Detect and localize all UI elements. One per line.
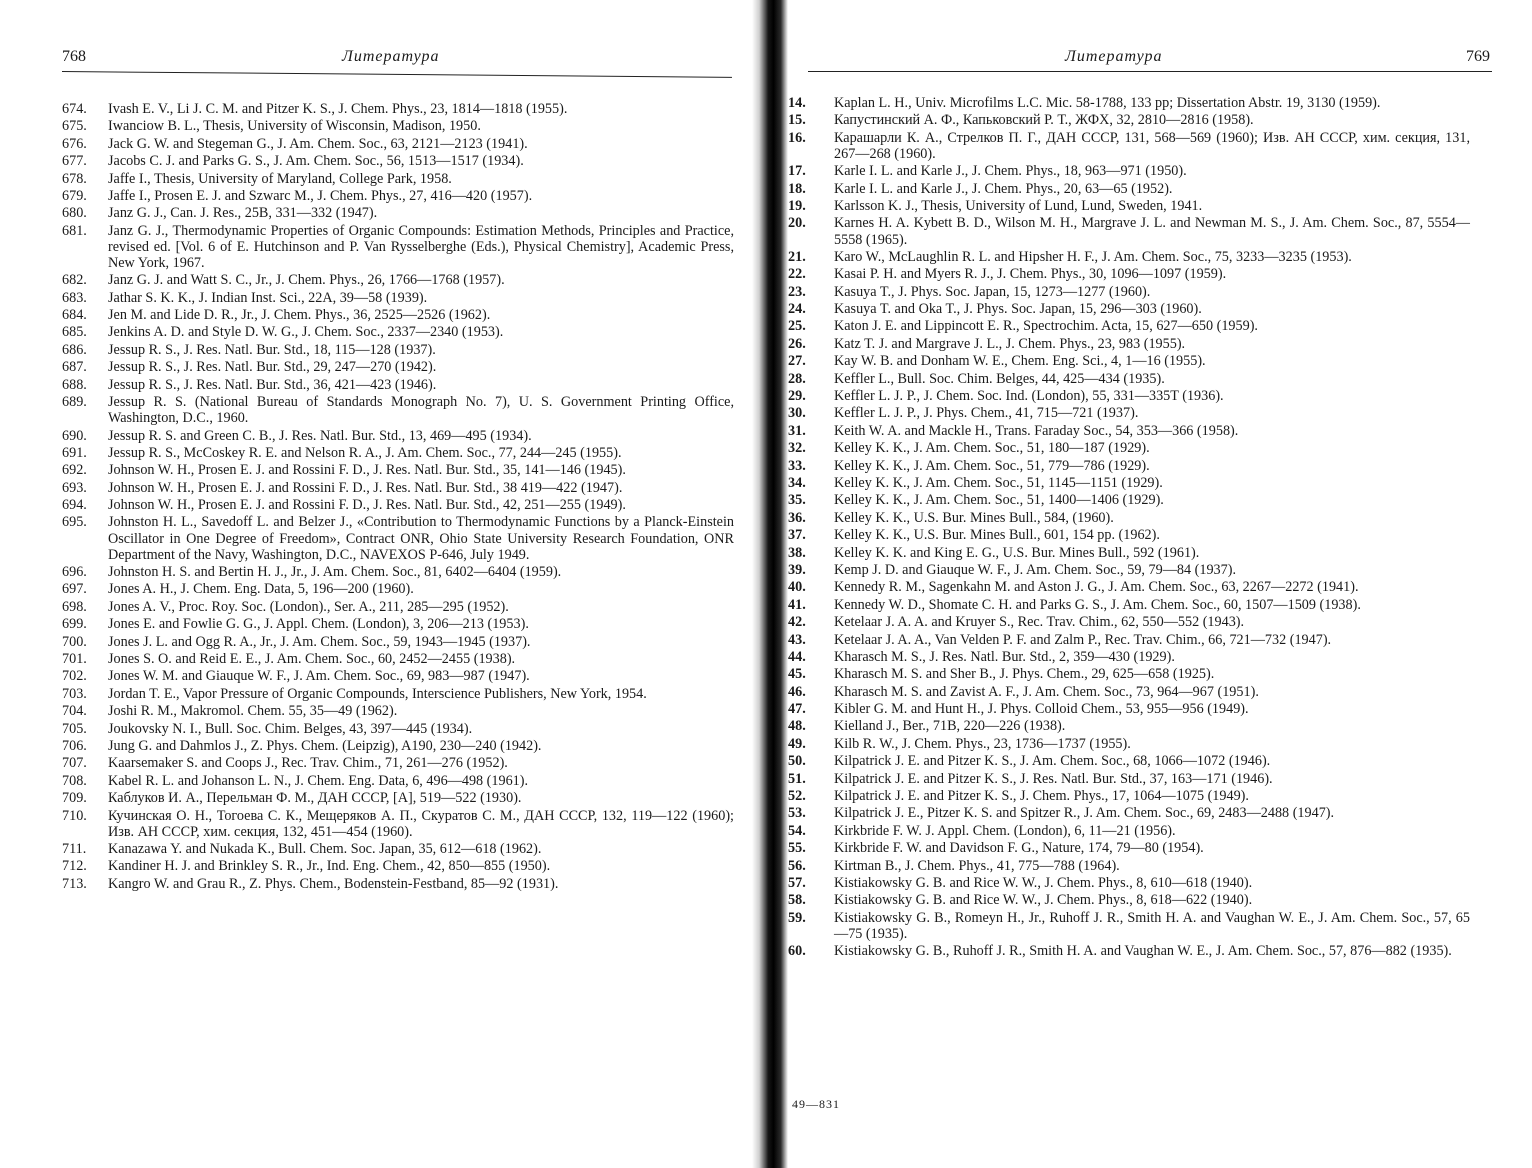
- reference-text: Kelley K. K., U.S. Bur. Mines Bull., 601, 154 pp. (1962).: [834, 527, 1160, 544]
- reference-number: 693.: [62, 479, 87, 496]
- reference-entry: [788, 910, 1470, 942]
- reference-number: 38.: [788, 544, 806, 561]
- reference-number: 52.: [788, 788, 806, 805]
- reference-text: Jack G. W. and Stegeman G., J. Am. Chem. Soc., 63, 2121—2123 (1941).: [108, 135, 528, 152]
- reference-number: 676.: [62, 135, 87, 152]
- reference-text: Karle I. L. and Karle J., J. Chem. Phys., 18, 963—971 (1950).: [834, 163, 1187, 180]
- left-reference-list: [62, 101, 734, 893]
- reference-text: Karnes H. A. Kybett B. D., Wilson M. H., Margrave J. L. and Newman M. S., J. Am. Chem. Soc., 87, 5554—5558 (1965).: [834, 215, 1470, 248]
- reference-entry: [788, 562, 1470, 578]
- reference-text: Kay W. B. and Donham W. E., Chem. Eng. Sci., 4, 1—16 (1955).: [834, 353, 1206, 370]
- reference-number: 56.: [788, 857, 806, 874]
- reference-entry: [62, 841, 734, 857]
- reference-number: 29.: [788, 388, 806, 405]
- reference-entry: [788, 840, 1470, 856]
- reference-entry: [788, 95, 1470, 111]
- reference-number: 696.: [62, 564, 87, 581]
- reference-entry: [788, 318, 1470, 334]
- reference-text: Каблуков И. А., Перельман Ф. М., ДАН СССР, [А], 519—522 (1930).: [108, 790, 522, 807]
- reference-entry: [62, 480, 734, 496]
- reference-number: 22.: [788, 266, 806, 283]
- reference-entry: [788, 130, 1470, 162]
- reference-entry: [788, 892, 1470, 908]
- reference-number: 46.: [788, 683, 806, 700]
- reference-entry: [62, 428, 734, 444]
- reference-entry: [62, 324, 734, 340]
- reference-text: Kandiner H. J. and Brinkley S. R., Jr., Ind. Eng. Chem., 42, 850—855 (1950).: [108, 858, 551, 875]
- reference-number: 698.: [62, 598, 87, 615]
- reference-entry: [62, 599, 734, 615]
- reference-text: Kharasch M. S. and Zavist A. F., J. Am. Chem. Soc., 73, 964—967 (1951).: [834, 683, 1259, 700]
- reference-number: 25.: [788, 318, 806, 335]
- reference-entry: [62, 290, 734, 306]
- reference-entry: [788, 788, 1470, 804]
- reference-number: 15.: [788, 112, 806, 129]
- right-reference-list: [788, 95, 1470, 961]
- reference-text: Ivash E. V., Li J. C. M. and Pitzer K. S., J. Chem. Phys., 23, 1814—1818 (1955).: [108, 101, 568, 117]
- reference-entry: [788, 545, 1470, 561]
- reference-number: 678.: [62, 170, 87, 187]
- reference-entry: [62, 462, 734, 478]
- reference-text: Johnson W. H., Prosen E. J. and Rossini F. D., J. Res. Natl. Bur. Std., 42, 251—255 (1949).: [108, 497, 626, 514]
- reference-text: Kelley K. K., J. Am. Chem. Soc., 51, 1145—1151 (1929).: [834, 475, 1163, 491]
- reference-text: Jessup R. S., J. Res. Natl. Bur. Std., 29, 247—270 (1942).: [108, 359, 437, 376]
- reference-text: Jaffe I., Prosen E. J. and Szwarc M., J. Chem. Phys., 27, 416—420 (1957).: [108, 187, 533, 204]
- reference-text: Jathar S. K. K., J. Indian Inst. Sci., 22A, 39—58 (1939).: [108, 289, 428, 306]
- reference-text: Kelley K. K. and King E. G., U.S. Bur. Mines Bull., 592 (1961).: [834, 544, 1200, 561]
- reference-text: Kibler G. M. and Hunt H., J. Phys. Colloid Chem., 53, 955—956 (1949).: [834, 701, 1249, 718]
- reference-text: Keith W. A. and Mackle H., Trans. Faraday Soc., 54, 353—366 (1958).: [834, 422, 1239, 439]
- reference-number: 712.: [62, 858, 87, 875]
- reference-entry: [62, 136, 734, 152]
- reference-number: 39.: [788, 561, 806, 578]
- reference-entry: [62, 808, 734, 840]
- right-header-rule: [808, 71, 1492, 72]
- reference-text: Jordan T. E., Vapor Pressure of Organic Compounds, Interscience Publishers, New York, 1954.: [108, 685, 647, 702]
- reference-number: 19.: [788, 198, 806, 215]
- reference-entry: [62, 205, 734, 221]
- reference-entry: [788, 301, 1470, 317]
- reference-entry: [788, 943, 1470, 959]
- reference-entry: [788, 423, 1470, 439]
- reference-number: 703.: [62, 685, 87, 702]
- reference-text: Jessup R. S. and Green C. B., J. Res. Natl. Bur. Std., 13, 469—495 (1934).: [108, 427, 532, 444]
- reference-number: 28.: [788, 370, 806, 387]
- reference-number: 14.: [788, 95, 806, 111]
- reference-number: 684.: [62, 307, 87, 324]
- reference-number: 24.: [788, 301, 806, 318]
- reference-entry: [788, 823, 1470, 839]
- right-page-running-title: Литература: [1065, 48, 1163, 65]
- reference-entry: [788, 858, 1470, 874]
- reference-entry: [788, 475, 1470, 491]
- reference-text: Joukovsky N. I., Bull. Soc. Chim. Belges, 43, 397—445 (1934).: [108, 720, 473, 737]
- reference-text: Johnson W. H., Prosen E. J. and Rossini F. D., J. Res. Natl. Bur. Std., 35, 141—146 (1945).: [108, 462, 626, 479]
- reference-number: 58.: [788, 892, 806, 909]
- reference-entry: [788, 440, 1470, 456]
- reference-number: 701.: [62, 651, 87, 668]
- reference-number: 688.: [62, 376, 87, 393]
- reference-number: 45.: [788, 666, 806, 683]
- reference-entry: [62, 686, 734, 702]
- reference-number: 37.: [788, 527, 806, 544]
- reference-text: Kharasch M. S. and Sher B., J. Phys. Chem., 29, 625—658 (1925).: [834, 666, 1215, 683]
- reference-entry: [788, 215, 1470, 247]
- reference-text: Karle I. L. and Karle J., J. Chem. Phys., 20, 63—65 (1952).: [834, 180, 1173, 197]
- reference-text: Keffler L., Bull. Soc. Chim. Belges, 44, 425—434 (1935).: [834, 370, 1165, 387]
- signature-mark: 49—831: [792, 1097, 840, 1111]
- reference-entry: [62, 171, 734, 187]
- reference-text: Kelley K. K., U.S. Bur. Mines Bull., 584, (1960).: [834, 509, 1114, 526]
- reference-number: 34.: [788, 475, 806, 491]
- reference-entry: [62, 359, 734, 375]
- reference-entry: [62, 497, 734, 513]
- reference-number: 677.: [62, 153, 87, 170]
- reference-entry: [788, 353, 1470, 369]
- reference-number: 692.: [62, 462, 87, 479]
- reference-text: Jen M. and Lide D. R., Jr., J. Chem. Phys., 36, 2525—2526 (1962).: [108, 307, 491, 324]
- reference-entry: [788, 112, 1470, 128]
- reference-entry: [62, 223, 734, 271]
- reference-entry: [62, 581, 734, 597]
- book-gutter: [752, 0, 788, 1168]
- reference-text: Joshi R. M., Makromol. Chem. 55, 35—49 (1962).: [108, 703, 398, 720]
- reference-number: 44.: [788, 648, 806, 665]
- left-page-running-title: Литература: [342, 48, 440, 65]
- reference-number: 689.: [62, 394, 87, 411]
- reference-text: Janz G. J. and Watt S. C., Jr., J. Chem. Phys., 26, 1766—1768 (1957).: [108, 272, 505, 289]
- reference-number: 706.: [62, 737, 87, 754]
- reference-entry: [62, 773, 734, 789]
- reference-number: 31.: [788, 422, 806, 439]
- reference-number: 679.: [62, 187, 87, 204]
- reference-entry: [788, 336, 1470, 352]
- reference-text: Kistiakowsky G. B. and Rice W. W., J. Chem. Phys., 8, 618—622 (1940).: [834, 892, 1253, 909]
- reference-entry: [788, 597, 1470, 613]
- reference-entry: [788, 249, 1470, 265]
- reference-text: Jenkins A. D. and Style D. W. G., J. Chem. Soc., 2337—2340 (1953).: [108, 324, 504, 341]
- reference-number: 32.: [788, 440, 806, 457]
- reference-text: Jones E. and Fowlie G. G., J. Appl. Chem. (London), 3, 206—213 (1953).: [108, 616, 529, 633]
- reference-entry: [62, 668, 734, 684]
- reference-entry: [788, 284, 1470, 300]
- reference-text: Kennedy R. M., Sagenkahn M. and Aston J. G., J. Am. Chem. Soc., 63, 2267—2272 (1941).: [834, 579, 1359, 596]
- reference-number: 20.: [788, 215, 806, 232]
- reference-entry: [62, 342, 734, 358]
- reference-number: 700.: [62, 633, 87, 650]
- reference-number: 60.: [788, 943, 806, 960]
- reference-number: 30.: [788, 405, 806, 422]
- reference-text: Keffler L. J. P., J. Chem. Soc. Ind. (London), 55, 331—335T (1936).: [834, 388, 1224, 405]
- reference-text: Kaarsemaker S. and Coops J., Rec. Trav. Chim., 71, 261—276 (1952).: [108, 755, 508, 772]
- reference-entry: [62, 876, 734, 892]
- right-page-number: 769: [1466, 48, 1490, 65]
- reference-text: Kelley K. K., J. Am. Chem. Soc., 51, 779—786 (1929).: [834, 457, 1150, 474]
- reference-number: 57.: [788, 874, 806, 891]
- reference-entry: [62, 790, 734, 806]
- reference-entry: [62, 564, 734, 580]
- reference-entry: [62, 188, 734, 204]
- reference-entry: [62, 616, 734, 632]
- reference-number: 697.: [62, 581, 87, 598]
- reference-entry: [62, 721, 734, 737]
- reference-text: Karlsson K. J., Thesis, University of Lund, Lund, Sweden, 1941.: [834, 198, 1203, 215]
- reference-text: Kirkbride F. W. J. Appl. Chem. (London), 6, 11—21 (1956).: [834, 822, 1176, 839]
- reference-entry: [788, 492, 1470, 508]
- reference-number: 675.: [62, 118, 87, 135]
- reference-entry: [788, 371, 1470, 387]
- reference-number: 699.: [62, 616, 87, 633]
- reference-number: 40.: [788, 579, 806, 596]
- reference-entry: [788, 875, 1470, 891]
- reference-entry: [788, 181, 1470, 197]
- reference-entry: [788, 614, 1470, 630]
- reference-number: 710.: [62, 807, 87, 824]
- reference-text: Jessup R. S., J. Res. Natl. Bur. Std., 36, 421—423 (1946).: [108, 376, 437, 393]
- reference-text: Kelley K. K., J. Am. Chem. Soc., 51, 180—187 (1929).: [834, 440, 1150, 457]
- reference-number: 686.: [62, 341, 87, 358]
- reference-number: 685.: [62, 324, 87, 341]
- reference-entry: [62, 514, 734, 562]
- reference-number: 51.: [788, 770, 806, 787]
- reference-number: 708.: [62, 772, 87, 789]
- reference-text: Kilb R. W., J. Chem. Phys., 23, 1736—1737 (1955).: [834, 735, 1131, 752]
- reference-number: 709.: [62, 790, 87, 807]
- reference-text: Kennedy W. D., Shomate C. H. and Parks G. S., J. Am. Chem. Soc., 60, 1507—1509 (1938).: [834, 596, 1361, 613]
- reference-entry: [62, 394, 734, 426]
- reference-text: Kilpatrick J. E. and Pitzer K. S., J. Chem. Phys., 17, 1064—1075 (1949).: [834, 788, 1249, 805]
- left-page-number: 768: [62, 48, 86, 65]
- reference-number: 674.: [62, 101, 87, 117]
- reference-entry: [788, 266, 1470, 282]
- reference-number: 33.: [788, 457, 806, 474]
- reference-number: 36.: [788, 509, 806, 526]
- reference-text: Janz G. J., Thermodynamic Properties of Organic Compounds: Estimation Methods, Principles and Practice, revised ed. [Vol. 6 of E. Hutchinson and P. Van Rysselberghe (Eds.), Physical Chemistry], Academic Press, New York, 1967.: [108, 222, 734, 271]
- reference-entry: [788, 510, 1470, 526]
- reference-entry: [62, 755, 734, 771]
- reference-text: Jessup R. S., McCoskey R. E. and Nelson R. A., J. Am. Chem. Soc., 77, 244—245 (1955).: [108, 444, 622, 461]
- reference-entry: [62, 634, 734, 650]
- reference-number: 35.: [788, 492, 806, 509]
- left-header-rule: [62, 71, 732, 78]
- reference-number: 26.: [788, 335, 806, 352]
- reference-text: Jung G. and Dahmlos J., Z. Phys. Chem. (Leipzig), A190, 230—240 (1942).: [108, 737, 542, 754]
- reference-text: Kirtman B., J. Chem. Phys., 41, 775—788 (1964).: [834, 857, 1120, 874]
- right-page: [788, 0, 1532, 1168]
- reference-number: 54.: [788, 822, 806, 839]
- reference-entry: [62, 272, 734, 288]
- reference-number: 702.: [62, 668, 87, 685]
- reference-text: Kangro W. and Grau R., Z. Phys. Chem., Bodenstein-Festband, 85—92 (1931).: [108, 875, 559, 892]
- reference-entry: [788, 388, 1470, 404]
- reference-text: Kilpatrick J. E. and Pitzer K. S., J. Am. Chem. Soc., 68, 1066—1072 (1946).: [834, 753, 1271, 770]
- reference-entry: [788, 666, 1470, 682]
- reference-number: 17.: [788, 163, 806, 180]
- reference-text: Jones A. H., J. Chem. Eng. Data, 5, 196—200 (1960).: [108, 581, 414, 598]
- reference-number: 687.: [62, 359, 87, 376]
- reference-text: Katz T. J. and Margrave J. L., J. Chem. Phys., 23, 983 (1955).: [834, 335, 1186, 352]
- reference-entry: [788, 527, 1470, 543]
- reference-text: Kilpatrick J. E. and Pitzer K. S., J. Res. Natl. Bur. Std., 37, 163—171 (1946).: [834, 770, 1273, 787]
- reference-number: 694.: [62, 497, 87, 514]
- reference-text: Kistiakowsky G. B. and Rice W. W., J. Chem. Phys., 8, 610—618 (1940).: [834, 874, 1253, 891]
- reference-text: Iwanciow B. L., Thesis, University of Wisconsin, Madison, 1950.: [108, 118, 481, 135]
- reference-entry: [788, 684, 1470, 700]
- reference-text: Kelley K. K., J. Am. Chem. Soc., 51, 1400—1406 (1929).: [834, 492, 1164, 509]
- reference-entry: [62, 101, 734, 117]
- reference-entry: [788, 579, 1470, 595]
- reference-text: Kanazawa Y. and Nukada K., Bull. Chem. Soc. Japan, 35, 612—618 (1962).: [108, 841, 542, 858]
- reference-text: Jacobs C. J. and Parks G. S., J. Am. Chem. Soc., 56, 1513—1517 (1934).: [108, 153, 524, 170]
- reference-text: Кучинская О. Н., Тогоева С. К., Мещеряков А. П., Скуратов С. М., ДАН СССР, 132, 119—122 (1960); Изв. АН СССР, хим. секция, 132, 451—454 (1960).: [108, 807, 734, 840]
- reference-text: Johnson W. H., Prosen E. J. and Rossini F. D., J. Res. Natl. Bur. Std., 38 419—422 (1947).: [108, 479, 623, 496]
- reference-text: Kemp J. D. and Giauque W. F., J. Am. Chem. Soc., 59, 79—84 (1937).: [834, 561, 1237, 578]
- reference-text: Kharasch M. S., J. Res. Natl. Bur. Std., 2, 359—430 (1929).: [834, 648, 1175, 665]
- reference-text: Jones A. V., Proc. Roy. Soc. (London)., Ser. A., 211, 285—295 (1952).: [108, 598, 509, 615]
- reference-entry: [62, 377, 734, 393]
- reference-number: 23.: [788, 283, 806, 300]
- reference-text: Kabel R. L. and Johanson L. N., J. Chem. Eng. Data, 6, 496—498 (1961).: [108, 772, 529, 789]
- reference-number: 704.: [62, 703, 87, 720]
- reference-number: 695.: [62, 514, 87, 531]
- reference-number: 690.: [62, 427, 87, 444]
- reference-text: Jessup R. S., J. Res. Natl. Bur. Std., 18, 115—128 (1937).: [108, 341, 436, 358]
- reference-entry: [62, 858, 734, 874]
- reference-text: Kilpatrick J. E., Pitzer K. S. and Spitzer R., J. Am. Chem. Soc., 69, 2483—2488 (1947).: [834, 805, 1335, 822]
- reference-text: Jones W. M. and Giauque W. F., J. Am. Chem. Soc., 69, 983—987 (1947).: [108, 668, 530, 685]
- reference-text: Kasuya T., J. Phys. Soc. Japan, 15, 1273—1277 (1960).: [834, 283, 1151, 300]
- reference-text: Johnston H. S. and Bertin H. J., Jr., J. Am. Chem. Soc., 81, 6402—6404 (1959).: [108, 564, 562, 581]
- reference-entry: [62, 445, 734, 461]
- reference-text: Keffler L. J. P., J. Phys. Chem., 41, 715—721 (1937).: [834, 405, 1139, 422]
- reference-text: Kistiakowsky G. B., Ruhoff J. R., Smith H. A. and Vaughan W. E., J. Am. Chem. Soc., 57, 876—882 (1935).: [834, 943, 1452, 960]
- reference-entry: [788, 718, 1470, 734]
- reference-number: 683.: [62, 289, 87, 306]
- reference-entry: [62, 703, 734, 719]
- reference-number: 707.: [62, 755, 87, 772]
- reference-entry: [788, 405, 1470, 421]
- reference-entry: [788, 771, 1470, 787]
- reference-entry: [62, 307, 734, 323]
- right-page-header: [810, 48, 1490, 70]
- reference-text: Johnston H. L., Savedoff L. and Belzer J., «Contribution to Thermodynamic Functions by a Planck-Einstein Oscillator in One Degree of Freedom», Contract ONR, Ohio State University Research Foundation, ONR Department of the Navy, Washington, D.C., NAVEXOS P-646, July 1949.: [108, 514, 734, 563]
- reference-number: 18.: [788, 180, 806, 197]
- reference-number: 59.: [788, 909, 806, 926]
- reference-number: 691.: [62, 444, 87, 461]
- reference-text: Jaffe I., Thesis, University of Maryland, College Park, 1958.: [108, 170, 452, 187]
- reference-entry: [62, 153, 734, 169]
- reference-text: Jones S. O. and Reid E. E., J. Am. Chem. Soc., 60, 2452—2455 (1938).: [108, 651, 516, 668]
- reference-entry: [62, 738, 734, 754]
- reference-text: Капустинский А. Ф., Капьковский Р. Т., ЖФХ, 32, 2810—2816 (1958).: [834, 112, 1254, 129]
- reference-text: Kirkbride F. W. and Davidson F. G., Nature, 174, 79—80 (1954).: [834, 840, 1204, 857]
- reference-number: 16.: [788, 129, 806, 146]
- reference-number: 42.: [788, 614, 806, 631]
- reference-entry: [788, 163, 1470, 179]
- reference-number: 41.: [788, 596, 806, 613]
- reference-number: 53.: [788, 805, 806, 822]
- reference-entry: [788, 805, 1470, 821]
- reference-text: Kaplan L. H., Univ. Microfilms L.C. Mic. 58-1788, 133 pp; Dissertation Abstr. 19, 3130 (1959).: [834, 95, 1381, 111]
- reference-number: 27.: [788, 353, 806, 370]
- reference-entry: [62, 118, 734, 134]
- reference-number: 680.: [62, 205, 87, 222]
- reference-text: Kistiakowsky G. B., Romeyn H., Jr., Ruhoff J. R., Smith H. A. and Vaughan W. E., J. Am. Chem. Soc., 57, 65—75 (1935).: [834, 909, 1470, 942]
- reference-text: Kielland J., Ber., 71B, 220—226 (1938).: [834, 718, 1066, 735]
- reference-number: 50.: [788, 753, 806, 770]
- reference-text: Jones J. L. and Ogg R. A., Jr., J. Am. Chem. Soc., 59, 1943—1945 (1937).: [108, 633, 531, 650]
- reference-number: 49.: [788, 735, 806, 752]
- reference-number: 682.: [62, 272, 87, 289]
- reference-number: 711.: [62, 841, 87, 858]
- reference-entry: [788, 701, 1470, 717]
- reference-number: 43.: [788, 631, 806, 648]
- reference-entry: [788, 753, 1470, 769]
- reference-number: 21.: [788, 248, 806, 265]
- reference-text: Карашарли К. А., Стрелков П. Г., ДАН СССР, 131, 568—569 (1960); Изв. АН СССР, хим. секция, 131, 267—268 (1960).: [834, 129, 1470, 162]
- left-page: [0, 0, 752, 1168]
- reference-text: Ketelaar J. A. A., Van Velden P. F. and Zalm P., Rec. Trav. Chim., 66, 721—732 (1947).: [834, 631, 1332, 648]
- reference-number: 47.: [788, 701, 806, 718]
- reference-text: Katon J. E. and Lippincott E. R., Spectrochim. Acta, 15, 627—650 (1959).: [834, 318, 1258, 335]
- reference-entry: [62, 651, 734, 667]
- reference-entry: [788, 736, 1470, 752]
- reference-entry: [788, 632, 1470, 648]
- reference-text: Ketelaar J. A. A. and Kruyer S., Rec. Trav. Chim., 62, 550—552 (1943).: [834, 614, 1245, 631]
- reference-text: Jessup R. S. (National Bureau of Standards Monograph No. 7), U. S. Government Printing Office, Washington, D.C., 1960.: [108, 394, 734, 427]
- reference-text: Kasai P. H. and Myers R. J., J. Chem. Phys., 30, 1096—1097 (1959).: [834, 266, 1227, 283]
- reference-entry: [788, 198, 1470, 214]
- left-page-header: [62, 48, 732, 70]
- reference-text: Kasuya T. and Oka T., J. Phys. Soc. Japan, 15, 296—303 (1960).: [834, 301, 1202, 318]
- reference-entry: [788, 649, 1470, 665]
- reference-number: 48.: [788, 718, 806, 735]
- reference-text: Janz G. J., Can. J. Res., 25B, 331—332 (1947).: [108, 205, 378, 222]
- reference-number: 681.: [62, 222, 87, 239]
- reference-number: 713.: [62, 875, 87, 892]
- reference-entry: [788, 458, 1470, 474]
- reference-text: Karo W., McLaughlin R. L. and Hipsher H. F., J. Am. Chem. Soc., 75, 3233—3235 (1953).: [834, 248, 1352, 265]
- reference-number: 55.: [788, 840, 806, 857]
- reference-number: 705.: [62, 720, 87, 737]
